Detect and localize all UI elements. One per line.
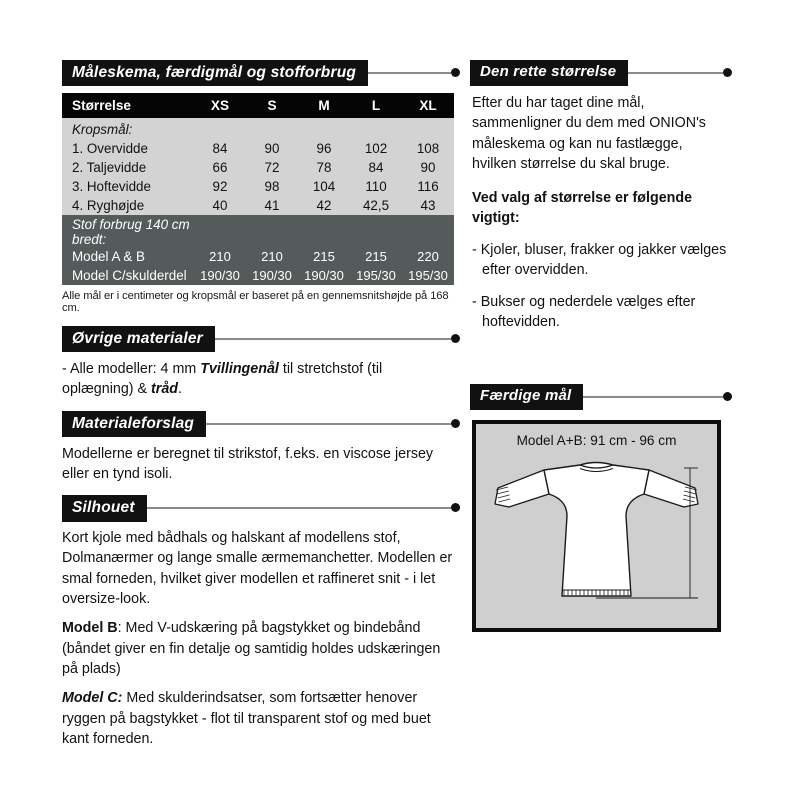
- cell-xs: 40: [194, 196, 246, 215]
- materials-emphasis-thread: tråd: [151, 381, 179, 398]
- cell-s: 98: [246, 177, 298, 196]
- table-header-m: M: [298, 93, 350, 118]
- cell-xl: 43: [402, 196, 454, 215]
- model-c-description: [62, 688, 454, 749]
- header-dot-icon: [451, 503, 460, 512]
- section-title: Øvrige materialer: [62, 326, 215, 352]
- cell-s: 41: [246, 196, 298, 215]
- cell-xs: 84: [194, 139, 246, 158]
- model-c-text: Med skulderindsatser, som fortsætter henover ryggen på bagstykket - flot til transparent stof og med buet kant forneden.: [62, 690, 431, 747]
- cell-m: 96: [298, 139, 350, 158]
- section-title: Måleskema, færdigmål og stofforbrug: [62, 60, 368, 86]
- table-header-l: L: [350, 93, 402, 118]
- list-item: - Bukser og nederdele vælges efter hoftevidden.: [472, 293, 696, 330]
- table-row: [62, 266, 454, 285]
- section-header-den-rette-storrelse: [470, 60, 732, 87]
- dress-technical-drawing-icon: [476, 424, 717, 628]
- row-label: 1. Overvidde: [62, 139, 194, 158]
- section-header-maleskema: [62, 60, 460, 87]
- table-footnote: Alle mål er i centimeter og kropsmål er baseret på en gennemsnitshøjde på 168 cm.: [62, 290, 449, 314]
- cell-m: 190/30: [298, 266, 350, 285]
- header-dot-icon: [723, 392, 732, 401]
- table-header-s: S: [246, 93, 298, 118]
- table-group-kropsmaal: [62, 118, 454, 139]
- cell-l: 84: [350, 158, 402, 177]
- size-important-heading: Ved valg af størrelse er følgende vigtigt:: [472, 189, 693, 227]
- row-label: 2. Taljevidde: [62, 158, 194, 177]
- cell-s: 90: [246, 139, 298, 158]
- cell-m: 215: [298, 247, 350, 266]
- materials-part-a: - Alle modeller: 4 mm: [62, 361, 201, 377]
- cell-xl: 195/30: [402, 266, 454, 285]
- cell-xs: 190/30: [194, 266, 246, 285]
- cell-s: 190/30: [246, 266, 298, 285]
- size-intro-text: Efter du har taget dine mål, sammenligner du dem med ONION's måleskema og kan nu fastlægge, hvilken størrelse du skal bruge.: [472, 95, 706, 173]
- other-materials-text: [62, 359, 454, 400]
- table-header-row: [62, 93, 454, 118]
- row-label: Model C/skulderdel: [62, 266, 194, 285]
- model-b-label: Model B: [62, 620, 118, 637]
- section-title: Materialeforslag: [62, 411, 206, 437]
- table-row: [62, 196, 454, 215]
- group-label: Kropsmål:: [62, 118, 194, 139]
- cell-l: 110: [350, 177, 402, 196]
- table-row: [62, 247, 454, 266]
- cell-s: 210: [246, 247, 298, 266]
- model-c-label: Model C:: [62, 690, 123, 707]
- measurement-table: [62, 93, 454, 285]
- table-header-xl: XL: [402, 93, 454, 118]
- cell-xs: 92: [194, 177, 246, 196]
- section-title: Silhouet: [62, 495, 147, 521]
- table-row: [62, 139, 454, 158]
- cell-l: 195/30: [350, 266, 402, 285]
- cell-l: 102: [350, 139, 402, 158]
- materials-part-b: til stretchstof (til oplægning) &: [62, 361, 383, 398]
- cell-m: 42: [298, 196, 350, 215]
- materials-part-c: .: [178, 381, 183, 398]
- cell-l: 215: [350, 247, 402, 266]
- fabric-suggestion-text: Modellerne er beregnet til strikstof, f.eks. en viscose jersey eller en tynd isoli.: [62, 445, 434, 482]
- section-header-silhouet: [62, 495, 460, 522]
- header-dot-icon: [451, 334, 460, 343]
- table-header-size: Størrelse: [62, 93, 194, 118]
- cell-xs: 210: [194, 247, 246, 266]
- table-header-xs: XS: [194, 93, 246, 118]
- section-title: Færdige mål: [470, 384, 583, 410]
- table-row: [62, 158, 454, 177]
- cell-m: 104: [298, 177, 350, 196]
- header-dot-icon: [451, 419, 460, 428]
- model-b-text: : Med V-udskæring på bagstykket og bindebånd (båndet giver en fin detalje og samtidig holdes udskæringen på plads): [62, 620, 441, 677]
- right-column: [470, 60, 732, 632]
- cell-xs: 66: [194, 158, 246, 177]
- cell-xl: 220: [402, 247, 454, 266]
- row-label: Model A & B: [62, 247, 194, 266]
- silhouette-intro-text: Kort kjole med bådhals og halskant af modellens stof, Dolmanærmer og lange smalle ærmemanchetter. Modellen er smal forneden, hvilket giver modellen et raffineret snit - i let oversize-look.: [62, 530, 453, 608]
- table-group-stofforbrug: [62, 215, 454, 247]
- section-title: Den rette størrelse: [470, 60, 628, 86]
- list-item: - Kjoler, bluser, frakker og jakker vælges efter overvidden.: [472, 241, 727, 279]
- cell-xl: 116: [402, 177, 454, 196]
- cell-s: 72: [246, 158, 298, 177]
- cell-l: 42,5: [350, 196, 402, 215]
- table-row: [62, 177, 454, 196]
- cell-m: 78: [298, 158, 350, 177]
- section-header-ovrige-materialer: [62, 326, 460, 353]
- group-label: Stof forbrug 140 cm bredt:: [62, 215, 194, 247]
- row-label: 3. Hoftevidde: [62, 177, 194, 196]
- row-label: 4. Ryghøjde: [62, 196, 194, 215]
- model-b-description: [62, 618, 454, 679]
- cell-xl: 108: [402, 139, 454, 158]
- header-dot-icon: [723, 68, 732, 77]
- materials-emphasis-needle: Tvillingenål: [200, 361, 279, 377]
- illustration-caption: Model A+B: 91 cm - 96 cm: [516, 433, 677, 449]
- cell-xl: 90: [402, 158, 454, 177]
- left-column: [62, 60, 460, 760]
- section-header-materialeforslag: [62, 411, 460, 438]
- header-dot-icon: [451, 68, 460, 77]
- finished-measurements-illustration: [472, 420, 721, 632]
- section-header-faerdige-maal: [470, 384, 732, 411]
